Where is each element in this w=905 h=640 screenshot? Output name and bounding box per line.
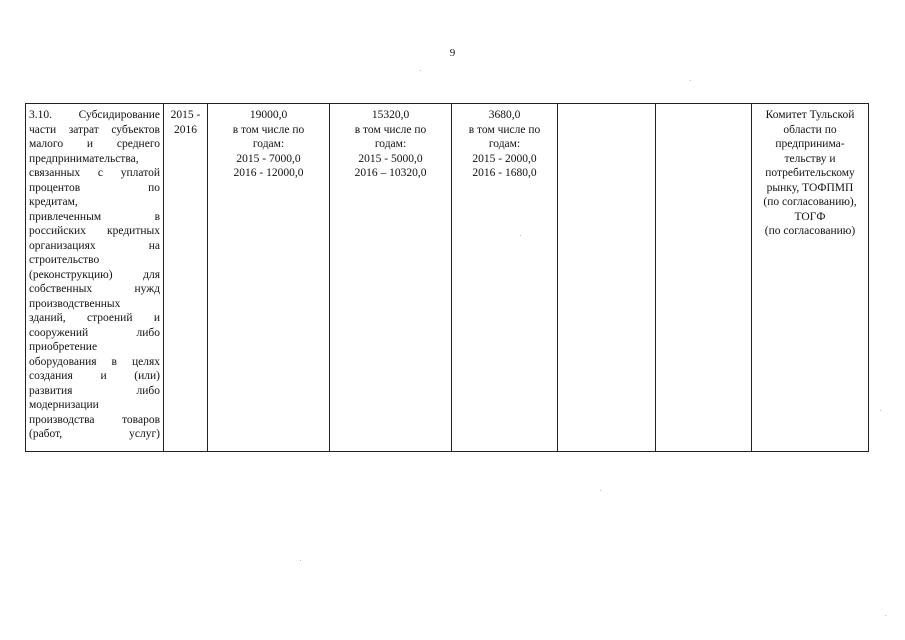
text-line: создания и (или) — [29, 370, 160, 382]
text-line: в том числе по — [468, 123, 541, 136]
measure-description — [29, 108, 160, 442]
text-line: 2015 - 7000,0 — [236, 152, 301, 165]
text-line: годам: — [252, 138, 285, 150]
text-line: собственных нужд — [29, 283, 160, 295]
text-line: 2016 — [174, 123, 197, 136]
text-line: сооружений либо — [29, 326, 160, 339]
text-line: привлеченным в — [29, 210, 160, 223]
period — [167, 108, 204, 137]
text-line: кредитам, — [29, 196, 78, 208]
text-line: (по согласованию) — [764, 225, 856, 237]
program-measures-table — [25, 103, 869, 452]
total-funding-cell — [208, 104, 330, 452]
measure-description-cell — [26, 104, 164, 452]
text-line: предпринимательства, — [29, 152, 139, 165]
text-line: модернизации — [29, 399, 99, 411]
scan-speck — [300, 560, 301, 561]
text-line: предпринима- — [775, 138, 845, 150]
table-row — [26, 104, 869, 452]
executor-cell — [752, 104, 869, 452]
period-cell — [164, 104, 208, 452]
text-line: 3.10. Субсидирование — [29, 109, 160, 121]
scan-speck — [420, 70, 421, 71]
text-line: зданий, строений и — [29, 312, 160, 324]
text-line: Комитет Тульской — [765, 109, 855, 121]
text-line: 3680,0 — [488, 109, 521, 121]
scan-speck — [520, 235, 521, 236]
total-funding — [211, 108, 326, 181]
text-line: малого и среднего — [29, 138, 160, 150]
text-line: рынку, ТОФПМП — [766, 181, 854, 194]
text-line: 2016 – 10320,0 — [354, 167, 427, 179]
text-line: российских кредитных — [29, 225, 160, 237]
text-line: в том числе по — [232, 123, 305, 136]
funding-col3 — [455, 108, 554, 181]
funding-col2 — [333, 108, 448, 181]
text-line: 15320,0 — [371, 109, 410, 121]
text-line: (реконструкцию) для — [29, 268, 160, 281]
text-line: 2016 - 12000,0 — [233, 167, 304, 179]
text-line: развития либо — [29, 384, 160, 397]
text-line: приобретение — [29, 341, 98, 353]
text-line: годам: — [488, 138, 521, 150]
text-line: (работ, услуг) — [29, 428, 160, 440]
executor — [755, 108, 865, 239]
text-line: организациях на — [29, 239, 160, 252]
funding-col3-cell — [452, 104, 558, 452]
text-line: потребительскому — [765, 167, 855, 179]
empty-cell-1 — [558, 104, 656, 452]
text-line: в том числе по — [354, 123, 427, 136]
text-line: области по — [783, 123, 837, 136]
text-line: 2015 - — [170, 109, 201, 121]
text-line: процентов по — [29, 181, 160, 194]
text-line: производственных — [29, 297, 121, 310]
text-line: строительство — [29, 254, 100, 266]
text-line: 2015 - 5000,0 — [358, 152, 423, 165]
scan-speck — [600, 490, 601, 491]
text-line: (по согласованию), — [763, 196, 857, 208]
scan-speck — [690, 80, 691, 81]
scan-speck — [880, 410, 881, 411]
funding-col2-cell — [330, 104, 452, 452]
text-line: тельству и — [784, 152, 836, 165]
text-line: годам: — [374, 138, 407, 150]
text-line: 19000,0 — [249, 109, 288, 121]
text-line: производства товаров — [29, 413, 160, 426]
scan-speck — [885, 615, 886, 616]
text-line: 2016 - 1680,0 — [472, 167, 537, 179]
empty-cell-2 — [656, 104, 752, 452]
page-number: 9 — [449, 47, 456, 59]
text-line: части затрат субъектов — [29, 123, 160, 136]
text-line: ТОГФ — [794, 210, 826, 223]
text-line: связанных с уплатой — [29, 167, 160, 179]
text-line: оборудования в целях — [29, 355, 160, 368]
text-line: 2015 - 2000,0 — [472, 152, 537, 165]
